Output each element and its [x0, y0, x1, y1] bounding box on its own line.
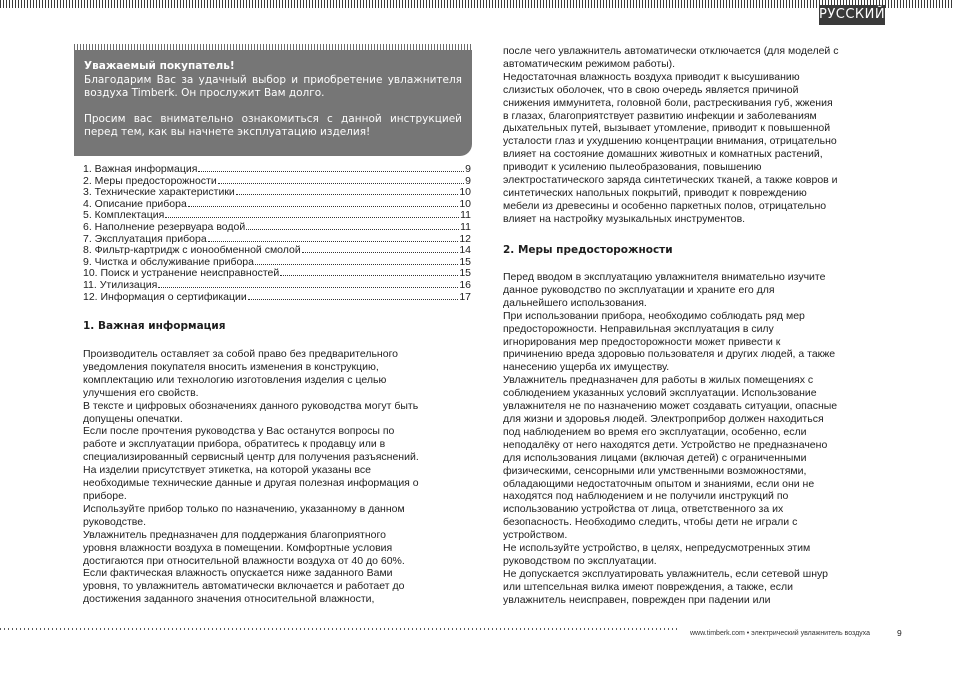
toc-leader-dots — [280, 275, 458, 276]
toc-entry-label: 11. Утилизация — [83, 278, 158, 291]
text-line: для жизни и здоровья людей. Электроприбор должен находиться — [503, 412, 824, 425]
text-line: Не используйте устройство, в целях, непредусмотренных этим — [503, 542, 811, 555]
text-line: после чего увлажнитель автоматически отключается (для моделей с — [503, 45, 839, 57]
toc-entry-page: 11 — [460, 209, 471, 222]
toc-entry-page: 10 — [459, 186, 471, 199]
text-line: дыхательных путей, вызывает утомление, приводит к повышенной — [503, 122, 831, 135]
toc-entry-page: 9 — [465, 174, 471, 187]
text-line: мебели из древесины и особенно паркетных полов, отрицательно — [503, 199, 827, 212]
toc-leader-dots — [246, 229, 459, 230]
toc-leader-dots — [255, 264, 458, 265]
text-line: причинению вреда здоровью пользователя и других людей, а также — [503, 348, 836, 361]
text-line: Не допускается эксплуатировать увлажнитель, если сетевой шнур — [503, 567, 828, 580]
toc-entry-label: 8. Фильтр-картридж с ионообменной смолой — [83, 244, 301, 257]
toc-leader-dots — [158, 287, 458, 288]
text-line: необходимые технические данные и другая полезная информация о — [83, 477, 419, 490]
text-line: физическими, сенсорными или умственными возможностями, — [503, 464, 807, 477]
text-line: допущены опечатки. — [83, 412, 183, 425]
toc-leader-dots — [218, 183, 464, 184]
toc-entry-page: 12 — [459, 232, 471, 245]
section-important-info-text — [83, 348, 419, 606]
text-line: усталости глаз и ухудшению концентрации внимания, отрицательно — [503, 135, 837, 148]
text-line: устройством. — [503, 529, 568, 542]
toc-entry-label: 2. Меры предосторожности — [83, 174, 217, 187]
table-of-contents — [83, 164, 471, 303]
text-line: На изделии присутствует этикетка, на которой указаны все — [83, 464, 371, 477]
toc-entry-label: 7. Эксплуатация прибора — [83, 232, 207, 245]
text-line: предосторожности. Неправильная эксплуатация в силу — [503, 322, 774, 335]
text-line: Используйте прибор только по назначению, указанному в данном — [83, 502, 405, 515]
toc-leader-dots — [302, 252, 459, 253]
toc-entry-page: 17 — [459, 290, 471, 303]
toc-entry-label: 5. Комплектация — [83, 209, 165, 222]
toc-entry — [83, 280, 471, 292]
toc-entry-page: 14 — [459, 244, 471, 257]
section-heading-precautions: 2. Меры предосторожности — [503, 244, 673, 256]
text-line: обладающими недостаточным опытом и знаниями, если они не — [503, 477, 815, 490]
text-line: или штепсельная вилка имеют повреждения, а также, если — [503, 580, 793, 593]
section-heading-important-info: 1. Важная информация — [83, 320, 226, 332]
page-number: 9 — [897, 628, 902, 638]
text-line: достигаются при относительной влажности воздуха от 40 до 60%. — [83, 554, 405, 567]
text-line: Если после прочтения руководства у Вас останутся вопросы по — [83, 425, 395, 438]
text-line: слизистых оболочек, что в свою очередь является причиной — [503, 83, 799, 96]
toc-leader-dots — [236, 194, 459, 195]
text-line: увлажнителя не по назначению может создавать ситуации, опасные — [503, 400, 838, 413]
toc-entry-label: 1. Важная информация — [83, 163, 198, 175]
text-line: соблюдением указанных условий эксплуатации. Использование — [503, 387, 817, 400]
toc-entry-label: 10. Поиск и устранение неисправностей — [83, 267, 280, 280]
toc-entry-label: 3. Технические характеристики — [83, 186, 235, 199]
text-line: Перед вводом в эксплуатацию увлажнителя внимательно изучите — [503, 271, 826, 283]
toc-entry-label: 4. Описание прибора — [83, 197, 187, 210]
toc-leader-dots — [198, 171, 464, 172]
text-line: приборе. — [83, 489, 127, 502]
text-line: Увлажнитель предназначен для работы в жилых помещениях с — [503, 374, 814, 387]
text-line: достижения заданного значения относительной влажности, — [83, 593, 375, 606]
greeting-paragraph: Благодарим Вас за удачный выбор и приобретение увлажнителя воздуха Timberk. Он прослужит Вам долго. — [84, 74, 462, 99]
text-line: неподалёку от него находятся дети. Устройство не предназначено — [503, 438, 828, 451]
text-line: В тексте и цифровых обозначениях данного руководства могут быть — [83, 399, 419, 412]
text-line: снижения иммунитета, головной боли, растрескивания губ, жжения — [503, 96, 833, 109]
toc-leader-dots — [208, 241, 459, 242]
toc-leader-dots — [248, 299, 459, 300]
text-line: дальнейшего использования. — [503, 296, 647, 309]
text-line: влияет на настройку музыкальных инструментов. — [503, 212, 746, 225]
text-line: автоматическим режимом работы). — [503, 57, 676, 70]
text-line: использованию устройства от лица, ответственного за их — [503, 503, 784, 516]
greeting-paragraph: Просим вас внимательно ознакомиться с данной инструкцией перед тем, как вы начнете эксплуатацию изделия! — [84, 113, 462, 138]
text-line: данное руководство по эксплуатации и храните его для — [503, 283, 775, 296]
toc-entry-page: 11 — [460, 220, 471, 233]
toc-entry-label: 12. Информация о сертификации — [83, 290, 247, 303]
text-line: руководством по эксплуатации. — [503, 554, 657, 567]
top-decorative-ticks — [0, 0, 954, 8]
text-line: уведомления покупателя вносить изменения в конструкцию, — [83, 360, 379, 373]
text-line: безопасность. Необходимо следить, чтобы дети не играли с — [503, 516, 798, 529]
text-line: При использовании прибора, необходимо соблюдать ряд мер — [503, 309, 805, 322]
text-line: уровня, то увлажнитель автоматически включается и работает до — [83, 580, 405, 593]
toc-leader-dots — [188, 206, 458, 207]
greeting-box — [74, 50, 472, 156]
toc-entry-page: 15 — [459, 255, 471, 268]
section-precautions-text — [503, 271, 837, 607]
text-line: нанесению ущерба их имуществу. — [503, 361, 670, 374]
toc-entry — [83, 222, 471, 234]
text-line: увлажнитель неисправен, поврежден при падении или — [503, 593, 771, 606]
text-line: синтетических напольных покрытий, приводит к повреждению — [503, 186, 807, 199]
toc-entry — [83, 245, 471, 257]
text-line: Производитель оставляет за собой право без предварительного — [83, 348, 399, 360]
text-line: влияет на состояние домашних животных и комнатных растений, — [503, 148, 823, 161]
text-line: электростатического заряда синтетических тканей, а также ковров и — [503, 174, 838, 187]
text-line: Недостаточная влажность воздуха приводит к высушиванию — [503, 70, 800, 83]
toc-entry-label: 6. Наполнение резервуара водой — [83, 220, 246, 233]
toc-entry — [83, 292, 471, 304]
text-line: Увлажнитель предназначен для поддержания благоприятного — [83, 528, 386, 541]
text-line: под наблюдением во время его эксплуатации, особенно, если — [503, 425, 807, 438]
toc-entry-page: 10 — [459, 197, 471, 210]
toc-entry-page: 9 — [465, 163, 471, 175]
text-line: игнорирования мер предосторожности может привести к — [503, 335, 781, 348]
text-line: приводит к усилению пылеобразования, повышению — [503, 161, 762, 174]
text-line: уровня влажности воздуха в помещении. Комфортные условия — [83, 541, 393, 554]
text-line: находятся под наблюдением и не получили инструкций по — [503, 490, 789, 503]
toc-leader-dots — [165, 217, 459, 218]
language-tab: РУССКИЙ — [819, 5, 885, 25]
text-line: работе и эксплуатации прибора, обратитесь к продавцу или в — [83, 438, 386, 451]
toc-entry-page: 16 — [459, 278, 471, 291]
text-line: комплектацию или технологию изготовления изделия с целью — [83, 373, 387, 386]
footer-site-text: www.timberk.com • электрический увлажнитель воздуха — [690, 630, 870, 637]
humidity-effects-text — [503, 45, 838, 226]
toc-entry-page: 15 — [459, 267, 471, 280]
text-line: руководстве. — [83, 515, 146, 528]
toc-entry — [83, 164, 471, 176]
text-line: для использования лицами (включая детей) с ограниченными — [503, 451, 807, 464]
greeting-title: Уважаемый покупатель! — [84, 60, 235, 72]
text-line: Если фактическая влажность опускается ниже заданного Вами — [83, 567, 393, 580]
text-line: улучшения его свойств. — [83, 386, 199, 399]
toc-entry-label: 9. Чистка и обслуживание прибора — [83, 255, 254, 268]
text-line: в глазах, благоприятствует развитию инфекции и заболеваниям — [503, 109, 817, 122]
footer-dotted-rule — [0, 628, 680, 630]
text-line: специализированный сервисный центр для получения разъяснений. — [83, 451, 419, 464]
